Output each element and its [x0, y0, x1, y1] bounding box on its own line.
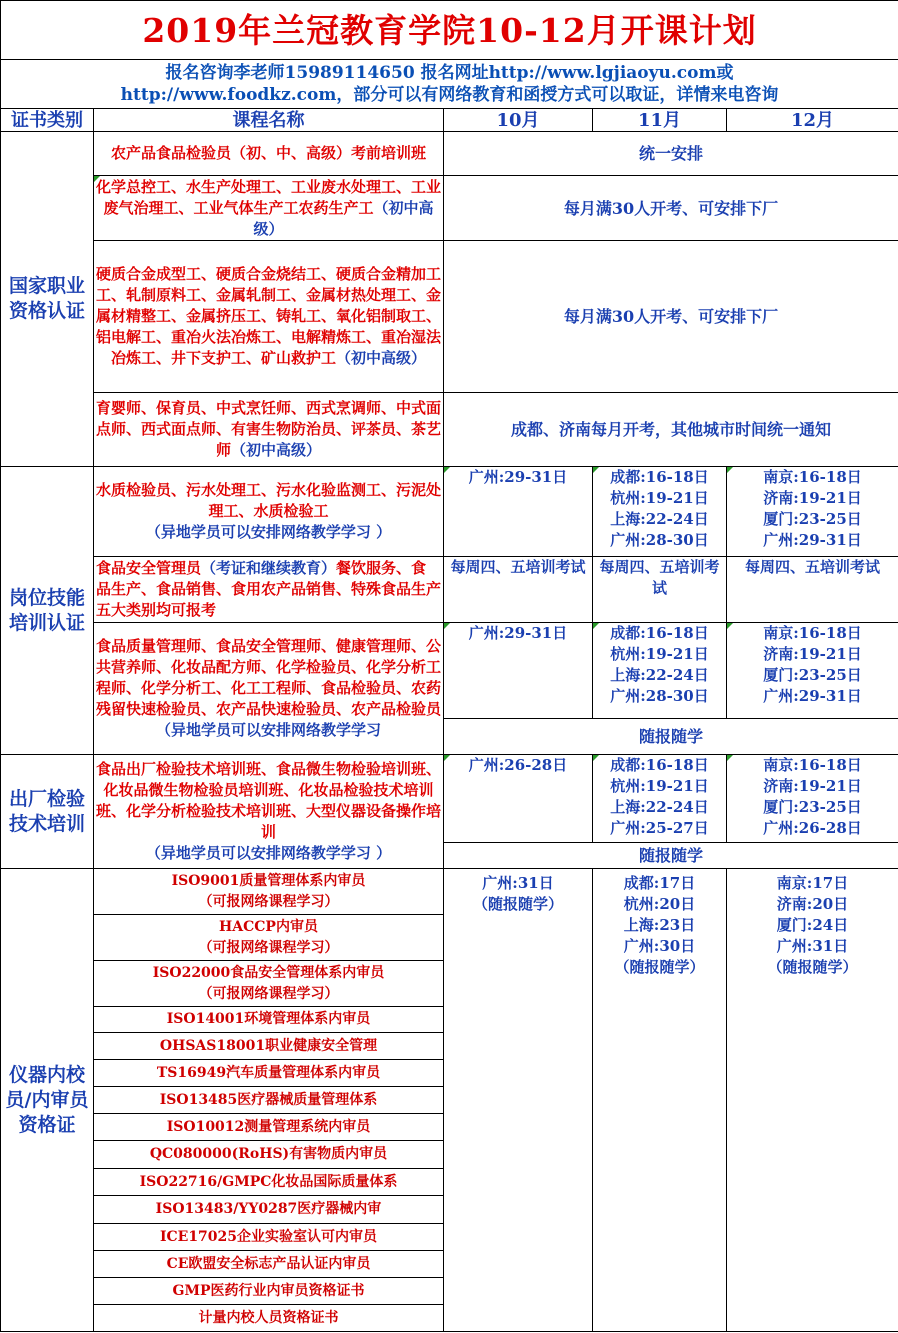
auditor-oct: [444, 869, 593, 1332]
date-item: 广州:26-28日: [468, 756, 568, 774]
date-item: 上海:23日: [623, 916, 696, 934]
date-item: 厦门:24日: [776, 916, 849, 934]
post-2-dec: 每周四、五培训考试: [727, 557, 898, 623]
date-item: 成都:16-18日: [610, 756, 709, 774]
date-item: 济南:19-21日: [763, 645, 862, 663]
course-text: 食品安全管理员: [96, 559, 202, 577]
national-schedule-1: 统一安排: [444, 132, 898, 176]
header-nov: 11月: [593, 109, 727, 132]
post-course-2: [94, 557, 444, 623]
auditor-course: QC080000(RoHS)有害物质内审员: [94, 1141, 444, 1169]
post-1-dec: [727, 467, 898, 557]
date-item: 厦门:23-25日: [763, 798, 862, 816]
date-item: 广州:29-31日: [763, 687, 862, 705]
course-sub: （可报网络课程学习）: [198, 939, 339, 956]
course-note: （异地学员可以安排网络教学学习: [155, 721, 381, 739]
date-item: 杭州:20日: [623, 895, 696, 913]
factory-oct: [444, 755, 593, 843]
course-level: （初中高级）: [253, 198, 434, 238]
auditor-course: 计量内校人员资格证书: [94, 1305, 444, 1332]
course-text-2: 餐饮服务、食品生产、食品销售、食用农产品销售、特殊食品生产五大类别均可报考: [96, 559, 442, 619]
national-course-1: 农产品食品检验员（初、中、高级）考前培训班: [94, 132, 444, 176]
date-item: 南京:16-18日: [763, 624, 862, 642]
date-item: （随报随学）: [472, 895, 563, 913]
date-item: 广州:28-30日: [610, 687, 709, 705]
post-1-nov: [593, 467, 727, 557]
auditor-dec: [727, 869, 898, 1332]
course-text: 硬质合金成型工、硬质合金烧结工、硬质合金精加工工、轧制原料工、金属轧制工、金属材热处理工、金属材精整工、金属挤压工、铸轧工、氧化铝制取工、铝电解工、重冶火法冶炼工、电解精炼工、重冶湿法冶炼工、井下支护工、矿山救护工: [96, 265, 442, 367]
auditor-course: [94, 915, 444, 961]
date-item: 广州:26-28日: [763, 819, 862, 837]
date-item: 杭州:19-21日: [610, 489, 709, 507]
date-item: 广州:28-30日: [610, 531, 709, 549]
date-item: 广州:29-31日: [468, 624, 568, 642]
auditor-course: ISO13485医疗器械质量管理体系: [94, 1087, 444, 1114]
post-3-note: 随报随学: [444, 719, 898, 755]
factory-dec: [727, 755, 898, 843]
date-item: 广州:31日: [776, 937, 849, 955]
header-course: 课程名称: [94, 109, 444, 132]
course-text: 育婴师、保育员、中式烹饪师、西式烹调师、中式面点师、西式面点师、有害生物防治员、评茶员、茶艺师: [96, 399, 442, 459]
category-national: 国家职业资格认证: [1, 132, 94, 467]
factory-note: 随报随学: [444, 843, 898, 869]
category-post: 岗位技能培训认证: [1, 467, 94, 755]
post-course-1: [94, 467, 444, 557]
date-item: 南京:16-18日: [763, 756, 862, 774]
contact-info: [1, 60, 898, 109]
date-item: 广州:30日: [623, 937, 696, 955]
date-item: 成都:16-18日: [610, 624, 709, 642]
course-text: 食品出厂检验技术培训班、食品微生物检验培训班、化妆品微生物检验员培训班、化妆品检验技术培训班、化学分析检验技术培训班、大型仪器设备操作培训: [96, 760, 442, 841]
date-item: 济南:19-21日: [763, 777, 862, 795]
category-factory: 出厂检验技术培训: [1, 755, 94, 869]
date-item: 济南:19-21日: [763, 489, 862, 507]
post-3-dec: [727, 623, 898, 719]
auditor-course: CE欧盟安全标志产品认证内审员: [94, 1251, 444, 1278]
national-course-2: [94, 176, 444, 241]
post-course-3: [94, 623, 444, 755]
contact-line-1: 报名咨询李老师15989114650 报名网址http://www.lgjiaoyu.com或: [165, 63, 734, 83]
date-item: 厦门:23-25日: [763, 510, 862, 528]
course-sub: （可报网络课程学习）: [198, 985, 339, 1002]
date-item: 上海:22-24日: [610, 666, 709, 684]
course-name: HACCP内审员: [219, 918, 318, 935]
date-item: 杭州:19-21日: [610, 645, 709, 663]
course-note: （考证和继续教育）: [201, 559, 337, 577]
course-note: （异地学员可以安排网络教学学习 ）: [145, 523, 392, 541]
date-item: 上海:22-24日: [610, 510, 709, 528]
post-2-nov: 每周四、五培训考试: [593, 557, 727, 623]
date-item: 济南:20日: [776, 895, 849, 913]
contact-line-2: http://www.foodkz.com，部分可以有网络教育和函授方式可以取证，详情来电咨询: [120, 85, 779, 105]
national-schedule-2: 每月满30人开考、可安排下厂: [444, 176, 898, 241]
date-item: （随报随学）: [767, 958, 858, 976]
date-item: 南京:16-18日: [763, 468, 862, 486]
national-schedule-4: 成都、济南每月开考，其他城市时间统一通知: [444, 393, 898, 467]
national-course-3: [94, 241, 444, 393]
course-text: 水质检验员、污水处理工、污水化验监测工、污泥处理工、水质检验工: [96, 481, 442, 520]
page-title: 2019年兰冠教育学院10-12月开课计划: [1, 1, 898, 60]
auditor-course: OHSAS18001职业健康安全管理: [94, 1033, 444, 1060]
date-item: 广州:29-31日: [763, 531, 862, 549]
date-item: 广州:31日: [482, 874, 554, 892]
date-item: 南京:17日: [776, 874, 849, 892]
header-dec: 12月: [727, 109, 898, 132]
auditor-course: ICE17025企业实验室认可内审员: [94, 1224, 444, 1251]
course-text: 化学总控工、水生产处理工、工业废水处理工、工业废气治理工、工业气体生产工农药生产工: [96, 177, 442, 217]
auditor-nov: [593, 869, 727, 1332]
date-item: 上海:22-24日: [610, 798, 709, 816]
auditor-course: GMP医药行业内审员资格证书: [94, 1278, 444, 1305]
date-item: 广州:25-27日: [610, 819, 709, 837]
post-2-oct: 每周四、五培训考试: [444, 557, 593, 623]
course-name: ISO9001质量管理体系内审员: [171, 872, 366, 889]
course-text: 食品质量管理师、食品安全管理师、健康管理师、公共营养师、化妆品配方师、化学检验员、化学分析工程师、化学分析工、化工工程师、食品检验员、农药残留快速检验员、农产品快速检验员、农产品检验员: [96, 637, 442, 718]
header-category: 证书类别: [1, 109, 94, 132]
auditor-course: ISO14001环境管理体系内审员: [94, 1007, 444, 1033]
course-level: （初中高级）: [231, 441, 322, 459]
date-item: （随报随学）: [614, 958, 705, 976]
auditor-course: [94, 869, 444, 915]
course-note: （异地学员可以安排网络教学学习 ）: [145, 844, 392, 862]
course-level: （初中高级）: [336, 349, 427, 367]
factory-nov: [593, 755, 727, 843]
factory-course: [94, 755, 444, 869]
header-oct: 10月: [444, 109, 593, 132]
auditor-course: ISO10012测量管理系统内审员: [94, 1114, 444, 1141]
date-item: 成都:16-18日: [610, 468, 709, 486]
course-name: ISO22000食品安全管理体系内审员: [152, 964, 385, 981]
date-item: 厦门:23-25日: [763, 666, 862, 684]
post-3-nov: [593, 623, 727, 719]
date-item: 杭州:19-21日: [610, 777, 709, 795]
post-1-oct: [444, 467, 593, 557]
post-3-oct: [444, 623, 593, 719]
national-schedule-3: 每月满30人开考、可安排下厂: [444, 241, 898, 393]
category-auditor: 仪器内校员/内审员资格证: [1, 869, 94, 1332]
date-item: 广州:29-31日: [468, 468, 568, 486]
national-course-4: [94, 393, 444, 467]
auditor-course: ISO13483/YY0287医疗器械内审: [94, 1196, 444, 1224]
date-item: 成都:17日: [623, 874, 696, 892]
auditor-course: TS16949汽车质量管理体系内审员: [94, 1060, 444, 1087]
auditor-course: ISO22716/GMPC化妆品国际质量体系: [94, 1169, 444, 1196]
course-sub: （可报网络课程学习）: [198, 893, 339, 910]
auditor-course: [94, 961, 444, 1007]
